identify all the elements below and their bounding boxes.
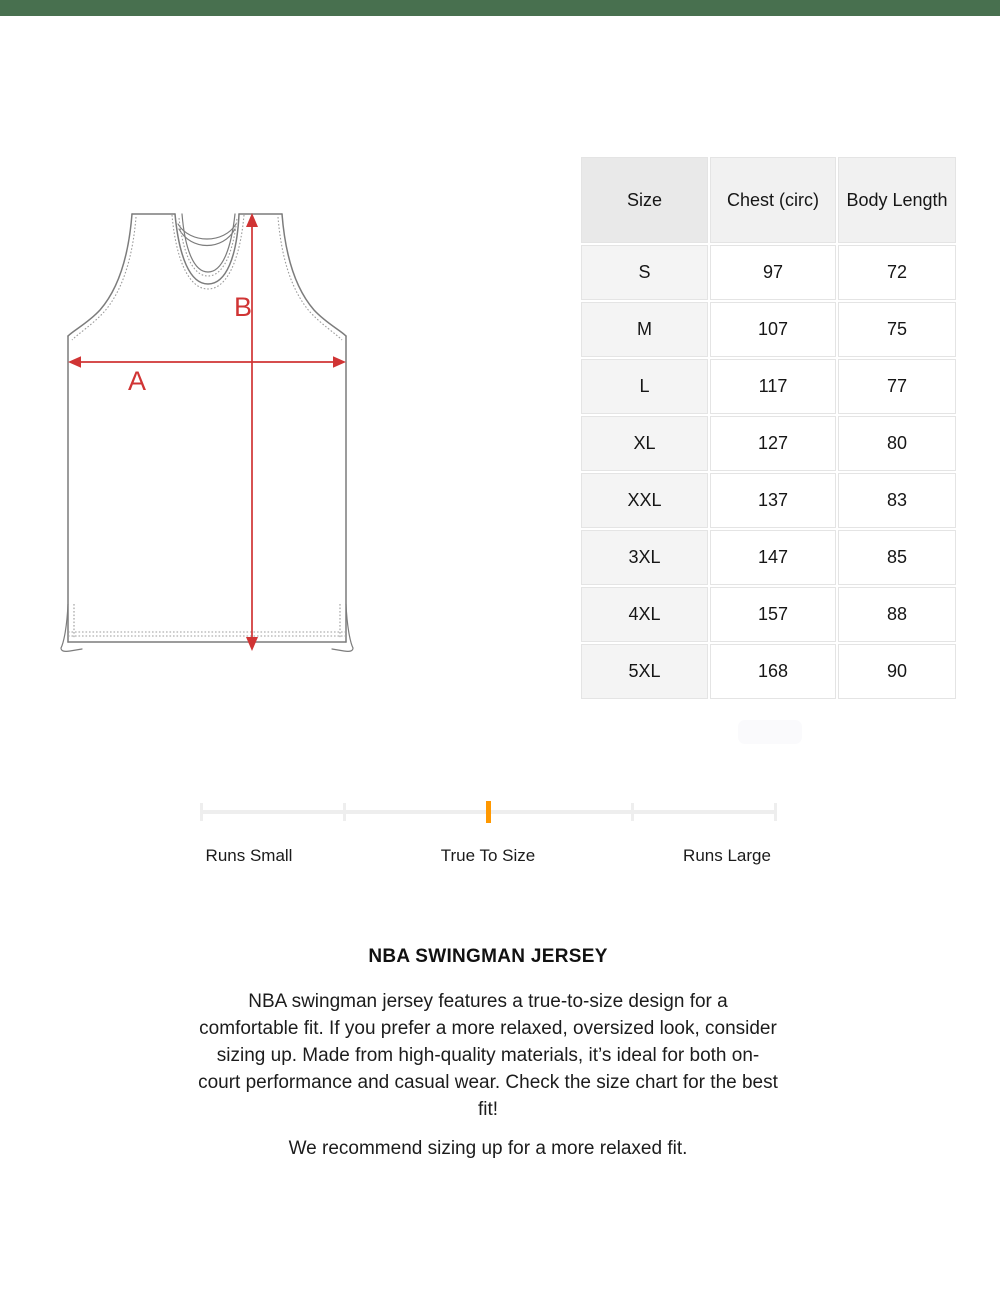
size-chart-table: [579, 155, 958, 701]
size-cell: M: [581, 302, 708, 357]
header-size: Size: [581, 157, 708, 243]
product-description: [198, 946, 778, 1162]
header-body-length: Body Length: [838, 157, 956, 243]
body-cell: 77: [838, 359, 956, 414]
table-row: [581, 416, 956, 471]
product-title: NBA SWINGMAN JERSEY: [368, 946, 608, 967]
chest-cell: 117: [710, 359, 836, 414]
table-row: [581, 530, 956, 585]
size-cell: 3XL: [581, 530, 708, 585]
size-chart: [579, 155, 958, 701]
table-header-row: [581, 157, 956, 243]
fit-scale-tick: [631, 803, 634, 821]
width-measure-label: A: [128, 366, 147, 396]
chest-cell: 168: [710, 644, 836, 699]
size-cell: 4XL: [581, 587, 708, 642]
table-row: [581, 644, 956, 699]
length-measure-label: B: [234, 292, 253, 322]
table-row: [581, 359, 956, 414]
jersey-diagram: [58, 202, 358, 662]
size-cell: S: [581, 245, 708, 300]
chest-cell: 127: [710, 416, 836, 471]
fit-label-true-to-size: True To Size: [440, 846, 536, 865]
size-cell: L: [581, 359, 708, 414]
fit-scale-tick: [774, 803, 777, 821]
description-paragraph: NBA swingman jersey features a true-to-size design for a comfortable fit. If you prefer a more relaxed, oversized look, consider sizing up. Made from high-quality materials, it’s ideal for both on-court performance and casual wear. Check the size chart for the best fit!: [198, 991, 778, 1120]
chest-cell: 107: [710, 302, 836, 357]
body-cell: 80: [838, 416, 956, 471]
chest-cell: 97: [710, 245, 836, 300]
body-cell: 75: [838, 302, 956, 357]
fit-label-runs-small: Runs Small: [205, 846, 293, 865]
chest-cell: 137: [710, 473, 836, 528]
size-cell: XXL: [581, 473, 708, 528]
size-cell: 5XL: [581, 644, 708, 699]
fit-scale-tick: [200, 803, 203, 821]
body-cell: 90: [838, 644, 956, 699]
chest-cell: 147: [710, 530, 836, 585]
table-row: [581, 302, 956, 357]
fit-label-runs-large: Runs Large: [683, 846, 771, 865]
body-cell: 85: [838, 530, 956, 585]
body-cell: 83: [838, 473, 956, 528]
table-row: [581, 587, 956, 642]
table-row: [581, 473, 956, 528]
table-row: [581, 245, 956, 300]
fit-indicator: [200, 800, 777, 875]
fit-scale-tick: [343, 803, 346, 821]
size-cell: XL: [581, 416, 708, 471]
jersey-outline-svg: [58, 202, 358, 662]
body-cell: 88: [838, 587, 956, 642]
header-chest: Chest (circ): [710, 157, 836, 243]
fit-marker-true-to-size: [486, 801, 491, 823]
top-bar: [0, 0, 1000, 16]
body-cell: 72: [838, 245, 956, 300]
chest-cell: 157: [710, 587, 836, 642]
sizing-note: We recommend sizing up for a more relaxed fit.: [288, 1138, 688, 1159]
faded-tooltip-remnant: [738, 720, 802, 744]
